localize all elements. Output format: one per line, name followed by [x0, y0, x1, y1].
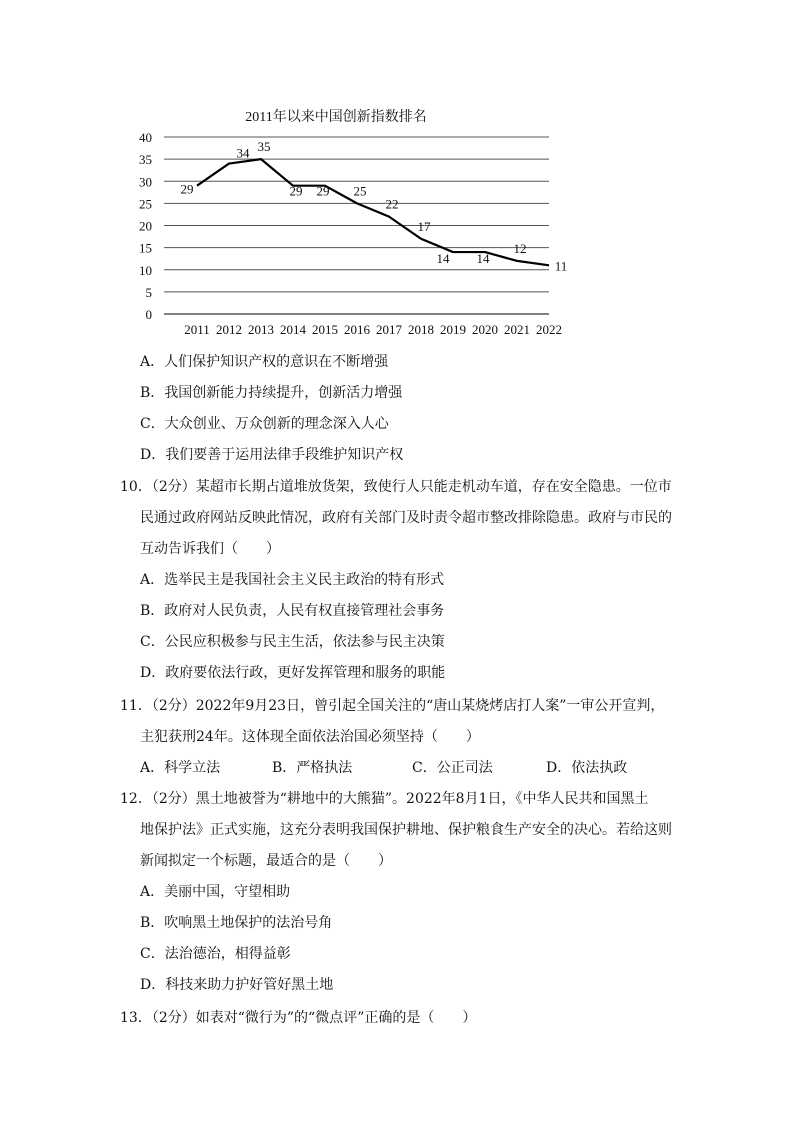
data-label-2019: 14	[436, 251, 450, 267]
q12-option-c[interactable]: C．法治德治，相得益彰	[140, 946, 291, 962]
x-tick-label-2020: 2020	[472, 322, 498, 337]
q10-option-b[interactable]: B．政府对人民负责，人民有权直接管理社会事务	[140, 603, 445, 619]
y-axis-tick-labels	[139, 130, 152, 322]
data-label-2012: 34	[236, 145, 250, 161]
x-tick-label-2019: 2019	[440, 322, 466, 337]
x-tick-label-2012: 2012	[216, 322, 242, 337]
data-label-2013: 35	[257, 139, 271, 155]
data-label-2015: 29	[316, 183, 330, 199]
q10-option-d[interactable]: D．政府要依法行政，更好发挥管理和服务的职能	[140, 665, 446, 681]
series-line	[197, 159, 549, 265]
q12-stem-line-2: 地保护法》正式实施，这充分表明我国保护耕地、保护粮食生产安全的决心。若给这则	[140, 822, 672, 838]
q12-stem-line-3: 新闻拟定一个标题，最适合的是（ ）	[140, 853, 392, 869]
q10-stem-line-3: 互动告诉我们（ ）	[140, 541, 280, 557]
q10-option-a[interactable]: A．选举民主是我国社会主义民主政治的特有形式	[140, 572, 445, 588]
chart-title: 2011年以来中国创新指数排名	[245, 110, 427, 125]
q9-option-d[interactable]: D．我们要善于运用法律手段维护知识产权	[140, 447, 404, 463]
x-axis-tick-labels	[184, 322, 562, 337]
y-tick-label-5: 5	[145, 284, 152, 300]
q10-stem-line-1: 10．（2分）某超市长期占道堆放货架，致使行人只能走机动车道，存在安全隐患。一位市	[120, 479, 672, 495]
y-tick-label-15: 15	[139, 240, 152, 256]
x-tick-label-2015: 2015	[312, 322, 338, 337]
q12-option-b[interactable]: B．吹响黑土地保护的法治号角	[140, 915, 333, 931]
q11-option-d[interactable]: D．依法执政	[546, 760, 628, 776]
innovation-ranking-line-chart	[0, 0, 794, 345]
data-label-2016: 25	[353, 183, 367, 199]
data-label-2014: 29	[289, 183, 303, 199]
y-tick-label-0: 0	[145, 307, 152, 322]
x-tick-label-2022: 2022	[536, 322, 562, 337]
q12-option-d[interactable]: D．科技来助力护好管好黑土地	[140, 977, 334, 993]
y-tick-label-25: 25	[139, 196, 152, 212]
q13-stem-line-1: 13．（2分）如表对“微行为”的“微点评”正确的是（ ）	[120, 1010, 477, 1026]
y-tick-label-20: 20	[139, 218, 152, 234]
data-label-2021: 12	[513, 240, 527, 256]
q10-stem-line-2: 民通过政府网站反映此情况，政府有关部门及时责令超市整改排除隐患。政府与市民的	[140, 510, 672, 526]
q11-option-b[interactable]: B．严格执法	[272, 760, 353, 776]
q9-option-b[interactable]: B．我国创新能力持续提升，创新活力增强	[140, 385, 403, 401]
y-tick-label-10: 10	[139, 262, 152, 278]
q11-stem-line-1: 11．（2分）2022年9月23日，曾引起全国关注的“唐山某烧烤店打人案”一审公开宣判，	[120, 698, 665, 714]
data-label-2017: 22	[385, 196, 399, 212]
chart-gridlines	[164, 137, 549, 314]
x-tick-label-2021: 2021	[504, 322, 530, 337]
y-tick-label-35: 35	[139, 152, 152, 168]
x-tick-label-2018: 2018	[408, 322, 434, 337]
y-tick-label-40: 40	[139, 130, 152, 145]
x-tick-label-2011: 2011	[184, 322, 210, 337]
y-tick-label-30: 30	[139, 174, 152, 190]
q11-option-a[interactable]: A．科学立法	[140, 760, 221, 776]
data-label-2020: 14	[476, 251, 490, 267]
x-tick-label-2017: 2017	[376, 322, 402, 337]
q11-stem-line-2: 主犯获刑24年。这体现全面依法治国必须坚持（ ）	[140, 729, 480, 745]
x-tick-label-2014: 2014	[280, 322, 306, 337]
q9-option-a[interactable]: A．人们保护知识产权的意识在不断增强	[140, 354, 389, 370]
q12-stem-line-1: 12．（2分）黑土地被誉为“耕地中的大熊猫”。2022年8月1日，《中华人民共和国黑土	[120, 791, 649, 807]
x-tick-label-2013: 2013	[248, 322, 274, 337]
data-label-2011: 29	[180, 181, 194, 197]
chart-series	[197, 159, 549, 265]
q12-option-a[interactable]: A．美丽中国，守望相助	[140, 884, 291, 900]
data-label-2018: 17	[417, 218, 431, 234]
x-tick-label-2016: 2016	[344, 322, 370, 337]
q10-option-c[interactable]: C．公民应积极参与民主生活，依法参与民主决策	[140, 634, 445, 650]
q9-option-c[interactable]: C．大众创业、万众创新的理念深入人心	[140, 416, 389, 432]
data-label-2022: 11	[554, 258, 568, 274]
q11-option-c[interactable]: C．公正司法	[412, 760, 493, 776]
